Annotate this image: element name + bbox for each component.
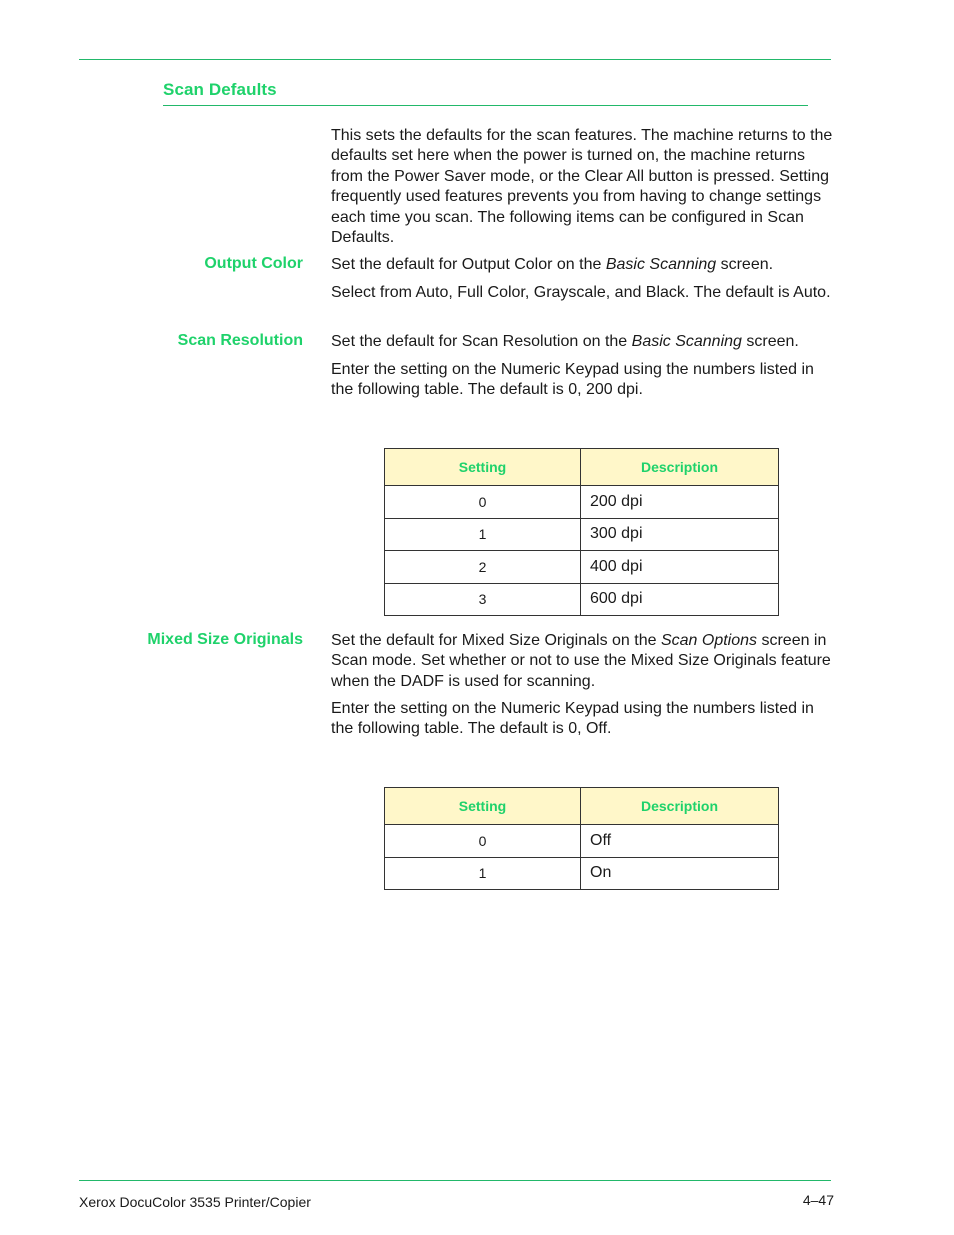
setting-cell: 0 [385, 486, 581, 519]
setting-cell: 3 [385, 583, 581, 616]
table-row [385, 518, 779, 551]
table-row [385, 486, 779, 519]
column-header-setting: Setting [385, 449, 581, 486]
table-row [385, 551, 779, 584]
table-row [385, 583, 779, 616]
output-color-text: Set the default for Output Color on the [331, 256, 606, 273]
basic-scanning-screen-name: Basic Scanning [605, 256, 717, 273]
table-header-row [385, 449, 779, 486]
section-title-rule [163, 105, 808, 106]
setting-cell: 0 [385, 825, 581, 858]
scan-resolution-label: Scan Resolution [177, 332, 303, 349]
scan-resolution-paragraph-1 [331, 332, 836, 352]
description-cell: Off [581, 825, 779, 858]
table-row [385, 857, 779, 890]
output-color-label: Output Color [204, 255, 303, 272]
scan-options-screen-name: Scan Options [660, 632, 758, 649]
scan-resolution-paragraph-2: Enter the setting on the Numeric Keypad using the numbers listed in the following table. The default is 0, 200 dpi. [331, 361, 814, 399]
mixed-size-text: Set the default for Mixed Size Originals on the [331, 632, 661, 649]
column-header-setting: Setting [385, 788, 581, 825]
output-color-text-end: screen. [716, 256, 774, 273]
mixed-size-paragraph-2: Enter the setting on the Numeric Keypad using the numbers listed in the following table. The default is 0, Off. [331, 700, 814, 738]
description-cell: 300 dpi [581, 518, 779, 551]
setting-cell: 1 [385, 857, 581, 890]
column-header-description: Description [581, 788, 779, 825]
mixed-size-paragraph-1 [331, 631, 836, 692]
setting-cell: 1 [385, 518, 581, 551]
table-row [385, 825, 779, 858]
scan-resolution-table [384, 448, 779, 616]
description-cell: 400 dpi [581, 551, 779, 584]
mixed-size-table [384, 787, 779, 890]
table-header-row [385, 788, 779, 825]
footer-page-number: 4–47 [802, 1192, 834, 1208]
scan-resolution-text-end: screen. [741, 333, 799, 350]
description-cell: 200 dpi [581, 486, 779, 519]
description-cell: On [581, 857, 779, 890]
mixed-size-text-end: screen in Scan mode. Set whether or not to use the Mixed Size Originals feature when the DADF is used for scanning. [331, 632, 831, 690]
column-header-description: Description [581, 449, 779, 486]
basic-scanning-screen-name: Basic Scanning [631, 333, 742, 350]
footer-rule [79, 1180, 831, 1181]
output-color-paragraph-2: Select from Auto, Full Color, Grayscale, and Black. The default is Auto. [331, 284, 831, 301]
section-title: Scan Defaults [163, 80, 277, 99]
intro-paragraph: This sets the defaults for the scan features. The machine returns to the defaults set here when the power is turned on, the machine returns from the Power Saver mode, or the Clear All button is pressed. Setting frequently used features prevents you from having to change settings each time you scan. The following items can be configured in Scan Defaults. [331, 127, 833, 247]
setting-cell: 2 [385, 551, 581, 584]
description-cell: 600 dpi [581, 583, 779, 616]
footer-product-name: Xerox DocuColor 3535 Printer/Copier [79, 1194, 311, 1210]
mixed-size-originals-label: Mixed Size Originals [147, 631, 303, 648]
scan-resolution-text: Set the default for Scan Resolution on the [331, 333, 632, 350]
output-color-paragraph-1 [331, 255, 836, 275]
header-rule [79, 59, 831, 60]
